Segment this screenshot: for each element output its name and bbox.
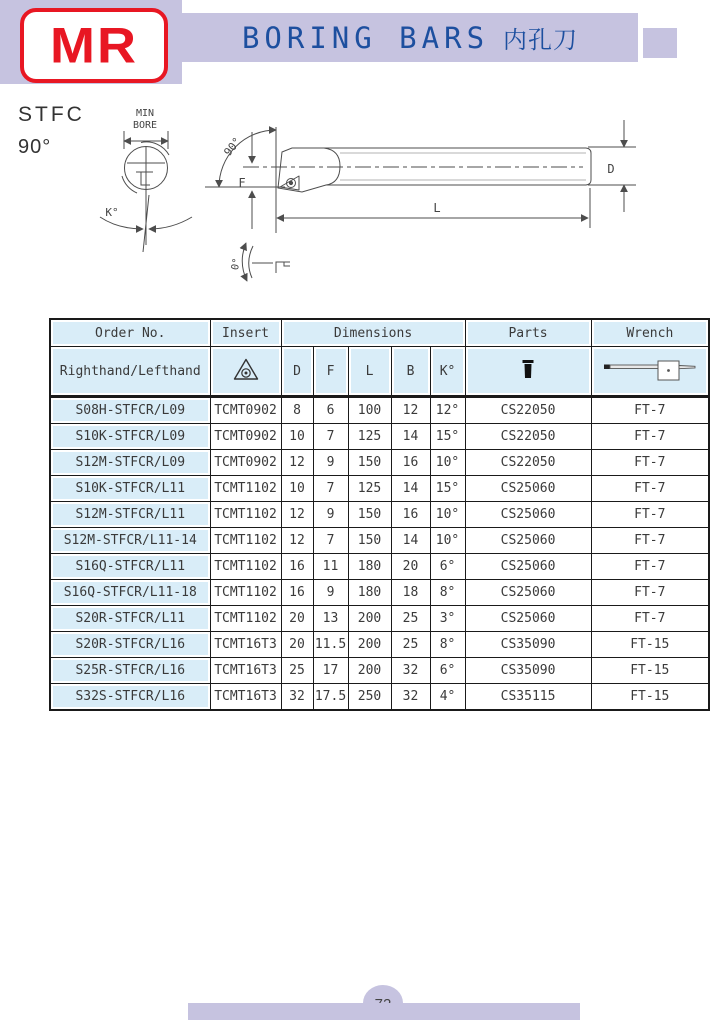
table-row bbox=[50, 502, 709, 528]
dim-f-cell: 13 bbox=[313, 606, 348, 632]
dim-k-cell: 4° bbox=[430, 684, 465, 711]
parts-cell: CS22050 bbox=[465, 397, 591, 424]
dim-b-cell: 12 bbox=[391, 397, 430, 424]
wrench-cell: FT-7 bbox=[591, 424, 709, 450]
dim-f-cell: 11.5 bbox=[313, 632, 348, 658]
dim-k-cell: 8° bbox=[430, 632, 465, 658]
dim-f-cell: 17 bbox=[313, 658, 348, 684]
dim-f-cell: 9 bbox=[313, 450, 348, 476]
spec-table bbox=[49, 318, 710, 711]
dim-d-cell: 10 bbox=[281, 424, 313, 450]
decorative-square bbox=[643, 28, 677, 58]
parts-cell: CS25060 bbox=[465, 528, 591, 554]
order-no-header: Order No. bbox=[50, 319, 210, 347]
dim-d-cell: 32 bbox=[281, 684, 313, 711]
hand-header: Righthand/Lefthand bbox=[50, 347, 210, 397]
dim-b-header: B bbox=[391, 347, 430, 397]
parts-cell: CS22050 bbox=[465, 450, 591, 476]
wrench-cell: FT-15 bbox=[591, 632, 709, 658]
dim-f-cell: 9 bbox=[313, 580, 348, 606]
table-row bbox=[50, 450, 709, 476]
dim-d-cell: 20 bbox=[281, 632, 313, 658]
min-label: MIN bbox=[135, 108, 155, 119]
dim-k-cell: 15° bbox=[430, 424, 465, 450]
dim-b-cell: 32 bbox=[391, 658, 430, 684]
dim-f-cell: 6 bbox=[313, 397, 348, 424]
parts-cell: CS25060 bbox=[465, 476, 591, 502]
f-dim-label: F bbox=[238, 176, 246, 190]
header-row-sub bbox=[50, 347, 709, 397]
wrench-icon-cell bbox=[591, 347, 709, 397]
parts-cell: CS25060 bbox=[465, 502, 591, 528]
table-row bbox=[50, 424, 709, 450]
dim-k-cell: 10° bbox=[430, 502, 465, 528]
wrench-cell: FT-7 bbox=[591, 580, 709, 606]
l-dim-label: L bbox=[433, 201, 441, 215]
insert-type-cell: TCMT0902 bbox=[210, 397, 281, 424]
parts-cell: CS35115 bbox=[465, 684, 591, 711]
dim-d-cell: 20 bbox=[281, 606, 313, 632]
wrench-cell: FT-7 bbox=[591, 502, 709, 528]
order-no-cell: S12M-STFCR/L11 bbox=[50, 502, 210, 528]
wrench-cell: FT-7 bbox=[591, 554, 709, 580]
table-row bbox=[50, 476, 709, 502]
dim-k-cell: 12° bbox=[430, 397, 465, 424]
dim-k-cell: 3° bbox=[430, 606, 465, 632]
dim-d-header: D bbox=[281, 347, 313, 397]
dim-l-cell: 200 bbox=[348, 606, 391, 632]
insert-type-cell: TCMT1102 bbox=[210, 606, 281, 632]
table-row bbox=[50, 528, 709, 554]
table-row bbox=[50, 684, 709, 711]
insert-type-cell: TCMT16T3 bbox=[210, 658, 281, 684]
wrench-cell: FT-7 bbox=[591, 606, 709, 632]
order-no-cell: S25R-STFCR/L16 bbox=[50, 658, 210, 684]
table-row bbox=[50, 632, 709, 658]
dimensions-header: Dimensions bbox=[281, 319, 465, 347]
order-no-cell: S20R-STFCR/L16 bbox=[50, 632, 210, 658]
dim-b-cell: 16 bbox=[391, 502, 430, 528]
dim-b-cell: 16 bbox=[391, 450, 430, 476]
dim-f-cell: 7 bbox=[313, 528, 348, 554]
insert-type-cell: TCMT16T3 bbox=[210, 684, 281, 711]
order-no-cell: S20R-STFCR/L11 bbox=[50, 606, 210, 632]
dim-k-cell: 8° bbox=[430, 580, 465, 606]
page-title-cn: 内孔刀 bbox=[503, 26, 579, 54]
dim-d-cell: 12 bbox=[281, 450, 313, 476]
footer-bar bbox=[188, 1003, 580, 1020]
torque-wrench-icon bbox=[602, 354, 698, 384]
dim-l-cell: 125 bbox=[348, 424, 391, 450]
insert-type-cell: TCMT1102 bbox=[210, 476, 281, 502]
parts-icon-cell bbox=[465, 347, 591, 397]
rake-0-label: 0° bbox=[230, 257, 243, 271]
dim-l-cell: 125 bbox=[348, 476, 391, 502]
dim-k-cell: 10° bbox=[430, 528, 465, 554]
logo-text: MR bbox=[50, 17, 138, 74]
clamp-screw-icon bbox=[520, 358, 536, 380]
dim-f-header: F bbox=[313, 347, 348, 397]
angle-90-label: 90° bbox=[221, 134, 244, 159]
dim-f-cell: 7 bbox=[313, 424, 348, 450]
order-no-cell: S08H-STFCR/L09 bbox=[50, 397, 210, 424]
technical-drawing-icon bbox=[0, 95, 720, 315]
dim-k-cell: 6° bbox=[430, 554, 465, 580]
dim-b-cell: 18 bbox=[391, 580, 430, 606]
dim-b-cell: 14 bbox=[391, 528, 430, 554]
dim-l-cell: 100 bbox=[348, 397, 391, 424]
title-band bbox=[182, 13, 638, 62]
dim-k-cell: 15° bbox=[430, 476, 465, 502]
dim-k-cell: 6° bbox=[430, 658, 465, 684]
dim-b-cell: 25 bbox=[391, 632, 430, 658]
bore-label: BORE bbox=[132, 120, 158, 131]
order-no-cell: S12M-STFCR/L11-14 bbox=[50, 528, 210, 554]
dim-l-cell: 180 bbox=[348, 554, 391, 580]
dim-l-cell: 250 bbox=[348, 684, 391, 711]
wrench-cell: FT-7 bbox=[591, 476, 709, 502]
dim-l-cell: 150 bbox=[348, 450, 391, 476]
dim-b-cell: 14 bbox=[391, 476, 430, 502]
insert-header: Insert bbox=[210, 319, 281, 347]
insert-type-cell: TCMT1102 bbox=[210, 528, 281, 554]
order-no-cell: S16Q-STFCR/L11 bbox=[50, 554, 210, 580]
table-body bbox=[50, 397, 709, 711]
header-row-groups bbox=[50, 319, 709, 347]
insert-type-cell: TCMT16T3 bbox=[210, 632, 281, 658]
parts-cell: CS35090 bbox=[465, 658, 591, 684]
table-row bbox=[50, 554, 709, 580]
dim-l-cell: 150 bbox=[348, 502, 391, 528]
table-row bbox=[50, 580, 709, 606]
dim-d-cell: 16 bbox=[281, 554, 313, 580]
wrench-cell: FT-7 bbox=[591, 528, 709, 554]
parts-cell: CS25060 bbox=[465, 580, 591, 606]
order-no-cell: S16Q-STFCR/L11-18 bbox=[50, 580, 210, 606]
wrench-header: Wrench bbox=[591, 319, 709, 347]
order-no-cell: S10K-STFCR/L09 bbox=[50, 424, 210, 450]
dim-l-cell: 180 bbox=[348, 580, 391, 606]
wrench-cell: FT-15 bbox=[591, 684, 709, 711]
parts-cell: CS22050 bbox=[465, 424, 591, 450]
table-row bbox=[50, 658, 709, 684]
insert-type-cell: TCMT1102 bbox=[210, 580, 281, 606]
d-dim-label: D bbox=[607, 162, 615, 176]
parts-header: Parts bbox=[465, 319, 591, 347]
dim-b-cell: 14 bbox=[391, 424, 430, 450]
dim-f-cell: 11 bbox=[313, 554, 348, 580]
dim-l-header: L bbox=[348, 347, 391, 397]
parts-cell: CS35090 bbox=[465, 632, 591, 658]
dim-k-header: K° bbox=[430, 347, 465, 397]
wrench-cell: FT-7 bbox=[591, 450, 709, 476]
order-no-cell: S32S-STFCR/L16 bbox=[50, 684, 210, 711]
insert-type-cell: TCMT0902 bbox=[210, 450, 281, 476]
dim-l-cell: 150 bbox=[348, 528, 391, 554]
order-no-cell: S10K-STFCR/L11 bbox=[50, 476, 210, 502]
dim-d-cell: 12 bbox=[281, 502, 313, 528]
wrench-cell: FT-15 bbox=[591, 658, 709, 684]
dim-f-cell: 17.5 bbox=[313, 684, 348, 711]
dim-l-cell: 200 bbox=[348, 632, 391, 658]
parts-cell: CS25060 bbox=[465, 554, 591, 580]
dim-d-cell: 10 bbox=[281, 476, 313, 502]
dim-l-cell: 200 bbox=[348, 658, 391, 684]
insert-type-cell: TCMT1102 bbox=[210, 554, 281, 580]
page-title: BORING BARS bbox=[241, 20, 490, 55]
table-row bbox=[50, 397, 709, 424]
wrench-cell: FT-7 bbox=[591, 397, 709, 424]
dim-b-cell: 20 bbox=[391, 554, 430, 580]
dim-b-cell: 25 bbox=[391, 606, 430, 632]
series-code: STFC bbox=[18, 103, 85, 126]
dim-f-cell: 7 bbox=[313, 476, 348, 502]
table-row bbox=[50, 606, 709, 632]
dim-f-cell: 9 bbox=[313, 502, 348, 528]
triangle-insert-icon bbox=[231, 356, 261, 383]
dim-d-cell: 16 bbox=[281, 580, 313, 606]
parts-cell: CS25060 bbox=[465, 606, 591, 632]
logo-block bbox=[0, 0, 182, 84]
dim-d-cell: 8 bbox=[281, 397, 313, 424]
dim-k-cell: 10° bbox=[430, 450, 465, 476]
k-angle-label: K° bbox=[105, 206, 119, 219]
order-no-cell: S12M-STFCR/L09 bbox=[50, 450, 210, 476]
insert-icon-cell bbox=[210, 347, 281, 397]
dim-b-cell: 32 bbox=[391, 684, 430, 711]
insert-type-cell: TCMT1102 bbox=[210, 502, 281, 528]
dim-d-cell: 25 bbox=[281, 658, 313, 684]
series-lead-angle: 90° bbox=[18, 136, 52, 158]
mr-logo bbox=[20, 8, 168, 83]
insert-type-cell: TCMT0902 bbox=[210, 424, 281, 450]
dim-d-cell: 12 bbox=[281, 528, 313, 554]
